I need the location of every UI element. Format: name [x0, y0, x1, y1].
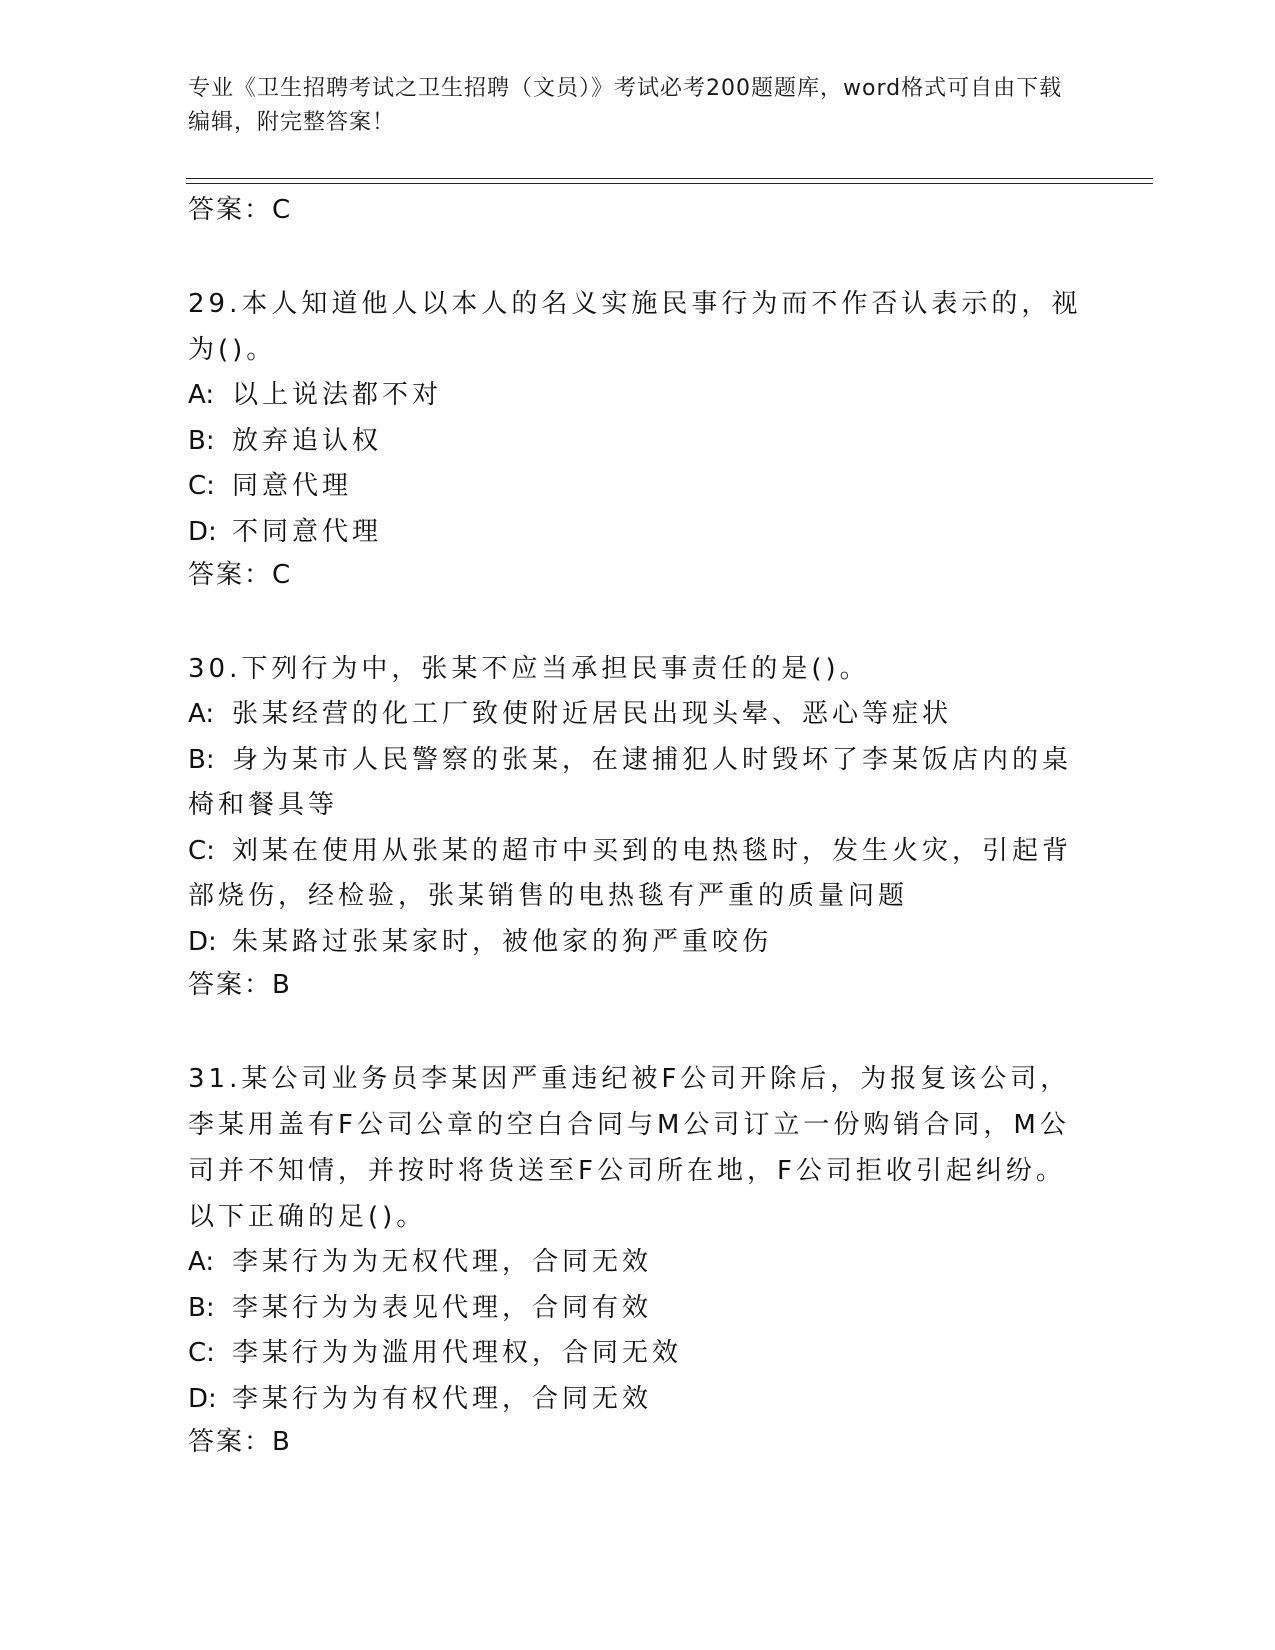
option-letter: C:	[188, 1338, 215, 1368]
option-text: 以上说法都不对	[232, 380, 443, 410]
option-text: 刘某在使用从张某的超市中买到的电热毯时，发生火灾，引起背部烧伤，经检验，张某销售的电热毯有严重的质量问题	[188, 835, 1073, 911]
option-letter: D:	[188, 1383, 217, 1414]
option-text: 李某行为为滥用代理权，合同无效	[232, 1338, 683, 1368]
answer-label: 答案：	[188, 560, 273, 590]
option-text: 不同意代理	[232, 516, 383, 547]
option-a	[188, 373, 1088, 419]
option-a	[188, 1240, 1088, 1286]
option-text: 李某行为为无权代理，合同无效	[232, 1247, 653, 1277]
question-stem: 29.本人知道他人以本人的名义实施民事行为而不作否认表示的，视为()。	[188, 289, 1082, 365]
option-letter: B:	[188, 744, 215, 775]
option-b	[188, 738, 1088, 829]
option-c	[188, 829, 1088, 920]
option-text: 放弃追认权	[232, 425, 383, 456]
answer-label: 答案：	[188, 1427, 273, 1457]
option-letter: C:	[188, 471, 215, 501]
option-text: 张某经营的化工厂致使附近居民出现头晕、恶心等症状	[232, 699, 953, 729]
option-c	[188, 464, 1088, 510]
answer-value: C	[272, 560, 292, 590]
option-letter: C:	[188, 835, 215, 866]
option-a	[188, 692, 1088, 738]
option-letter: B:	[188, 425, 215, 456]
option-letter: A:	[188, 380, 215, 410]
question-stem: 30.下列行为中，张某不应当承担民事责任的是()。	[188, 654, 870, 684]
answer-line	[188, 1422, 1088, 1462]
answer-line	[188, 965, 1088, 1005]
header-text: 专业《卫生招聘考试之卫生招聘（文员）》考试必考200题题库，word格式可自由下载编辑，附完整答案！	[188, 76, 1063, 135]
question-stem: 31.某公司业务员李某因严重违纪被F公司开除后，为报复该公司，李某用盖有F公司公章的空白合同与M公司订立一份购销合同，M公司并不知情，并按时将货送至F公司所在地，F公司拒收引起纠纷。以下正确的足()。	[188, 1064, 1071, 1232]
option-b	[188, 419, 1088, 465]
option-c	[188, 1331, 1088, 1377]
answer-label: 答案：	[188, 195, 273, 225]
header-divider	[186, 178, 1153, 184]
answer-label: 答案：	[188, 970, 273, 1000]
question-block	[188, 646, 1088, 1005]
option-d	[188, 920, 1088, 966]
answer-value: B	[272, 970, 291, 1000]
option-d	[188, 510, 1088, 556]
answer-line	[188, 555, 1088, 595]
question-block	[188, 1056, 1088, 1462]
option-letter: B:	[188, 1292, 215, 1323]
page-header	[188, 72, 1078, 140]
question-block	[188, 281, 1088, 595]
option-letter: A:	[188, 699, 215, 729]
option-d	[188, 1377, 1088, 1423]
answer-value: C	[272, 195, 292, 225]
spacer	[188, 230, 1088, 281]
option-letter: D:	[188, 926, 217, 957]
option-text: 李某行为为表见代理，合同有效	[232, 1292, 653, 1323]
option-letter: A:	[188, 1247, 215, 1277]
option-letter: D:	[188, 516, 217, 547]
option-text: 同意代理	[232, 471, 353, 501]
option-text: 李某行为为有权代理，合同无效	[232, 1383, 653, 1414]
spacer	[188, 1005, 1088, 1056]
option-b	[188, 1286, 1088, 1332]
answer-line	[188, 190, 1088, 230]
option-text: 朱某路过张某家时，被他家的狗严重咬伤	[232, 926, 773, 957]
option-text: 身为某市人民警察的张某，在逮捕犯人时毁坏了李某饭店内的桌椅和餐具等	[188, 744, 1073, 820]
spacer	[188, 595, 1088, 646]
question-list	[188, 190, 1088, 1462]
answer-value: B	[272, 1427, 291, 1457]
